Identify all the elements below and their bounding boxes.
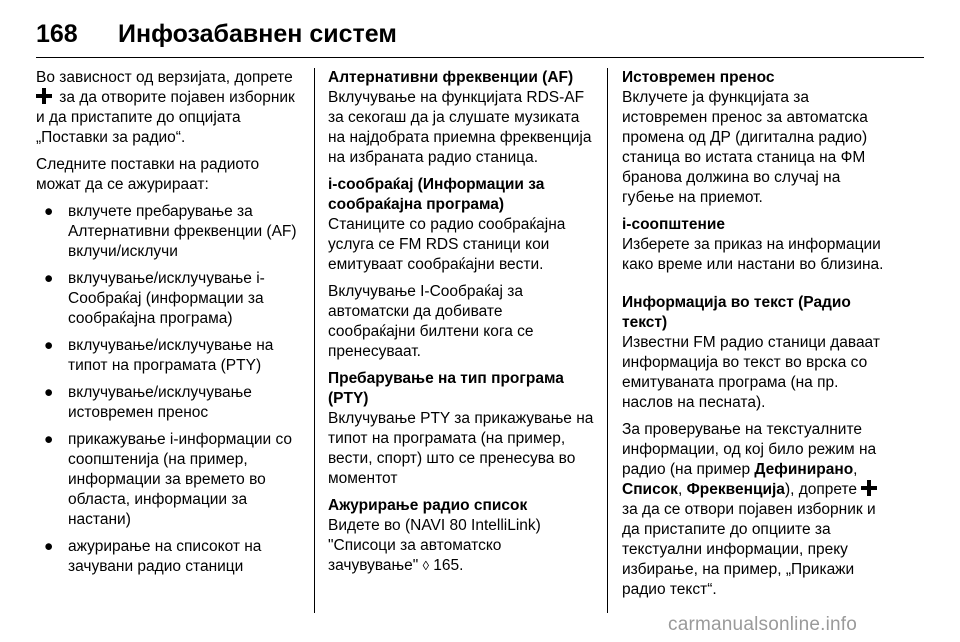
instructions-post: за да се отвори појавен изборник и да пристапите до опциите за текстуални информации, преку избирање, на пример, „Прикажи радио текст“.	[622, 501, 876, 598]
list-item-text: вклучете пребарување за Алтернативни фреквенции (AF) вклучи/исклучи	[68, 203, 297, 260]
keyword-list: Список	[622, 481, 678, 498]
watermark: carmanualsonline.info	[668, 614, 858, 635]
keyword-frequency: Фреквенција	[686, 481, 785, 498]
intro-paragraph	[36, 68, 302, 148]
bullet-icon: ●	[44, 337, 54, 354]
af-body: Вклучување на функцијата RDS-AF за секогаш да ја слушате музиката на најдобрата приемна фреквенција на избраната радио станица.	[328, 89, 592, 166]
column-3	[622, 68, 890, 607]
simulcast-body: Вклучете ја функцијата за истовремен пренос за автоматска промена од ДР (дигитална радио) станица во истата станица на ФМ бранова должина во случај на губење на приемот.	[622, 89, 868, 206]
page-number: 168	[36, 20, 78, 48]
page-title: Инфозабавнен систем	[118, 20, 397, 48]
page-header	[36, 18, 924, 58]
announcement-section	[622, 215, 890, 275]
update-list-heading: Ажурирање радио список	[328, 497, 528, 514]
update-list-section	[328, 496, 594, 576]
separator: ,	[853, 461, 858, 478]
radio-text-body: Известни FM радио станици даваат информација во текст во врска со емитуваната програма (на пр. наслов на песната).	[622, 334, 880, 411]
af-heading: Алтернативни фреквенции (AF)	[328, 69, 574, 86]
traffic-heading: i-сообраќај (Информации за сообраќајна програма)	[328, 176, 545, 213]
list-item	[36, 383, 302, 423]
radio-text-instructions	[622, 420, 890, 600]
pty-section	[328, 369, 594, 489]
simulcast-heading: Истовремен пренос	[622, 69, 775, 86]
column-divider-1	[314, 68, 315, 613]
bullet-icon: ●	[44, 431, 54, 448]
plus-icon	[36, 88, 52, 104]
settings-list	[36, 202, 302, 577]
plus-icon	[861, 480, 877, 496]
bullet-icon: ●	[44, 203, 54, 220]
instructions-pre: За проверување на текстуалните информации, од кој било режим на радио (на пример	[622, 421, 877, 478]
list-item	[36, 202, 302, 262]
intro-text-pre: Во зависност од верзијата, допрете	[36, 69, 293, 86]
simulcast-section	[622, 68, 890, 208]
column-2	[328, 68, 594, 583]
list-item-text: вклучување/исклучување на типот на програмата (PTY)	[68, 337, 274, 374]
announcement-body: Изберете за приказ на информации како време или настани во близина.	[622, 236, 884, 273]
traffic-body-2: Вклучување I-Сообраќај за автоматски да добивате сообраќајни билтени кога се пренесуваат.	[328, 283, 534, 360]
announcement-heading: i-соопштение	[622, 216, 726, 233]
keyword-predefined: Дефинирано	[754, 461, 854, 478]
pty-body: Вклучување PTY за прикажување на типот на програмата (на пример, вести, спорт) што се пренесува во моментот	[328, 410, 594, 487]
list-item	[36, 537, 302, 577]
list-item-text: вклучување/исклучување i-Сообраќај (информации за сообраќајна програма)	[68, 270, 265, 327]
page-reference: 165.	[429, 557, 464, 574]
traffic-body: Станиците со радио сообраќајна услуга се FM RDS станици кои емитуваат сообраќајни вести.	[328, 216, 566, 273]
bullet-icon: ●	[44, 538, 54, 555]
list-item-text: ажурирање на списокот на зачувани радио станици	[68, 538, 262, 575]
pty-heading: Пребарување на тип програма (PTY)	[328, 370, 564, 407]
page-reference-icon: ◊	[422, 558, 429, 573]
column-1	[36, 68, 302, 584]
update-list-body: Видете во (NAVI 80 IntelliLink) "Списоци за автоматско зачувување"	[328, 517, 541, 574]
traffic-section	[328, 175, 594, 275]
header-divider	[36, 57, 924, 58]
separator: ,	[677, 481, 687, 498]
list-item-text: вклучување/исклучување истовремен пренос	[68, 384, 252, 421]
af-section	[328, 68, 594, 168]
column-divider-2	[607, 68, 608, 613]
list-item	[36, 430, 302, 530]
bullet-icon: ●	[44, 384, 54, 401]
list-item	[36, 336, 302, 376]
radio-text-heading: Информација во текст (Радио текст)	[622, 294, 851, 331]
instructions-mid: ), допрете	[784, 481, 862, 498]
bullet-icon: ●	[44, 270, 54, 287]
intro-text-post: за да отворите појавен изборник и да пристапите до опцијата „Поставки за радио“.	[36, 89, 295, 146]
radio-text-section	[622, 293, 890, 413]
lead-paragraph: Следните поставки на радиото можат да се ажурираат:	[36, 156, 260, 193]
list-item	[36, 269, 302, 329]
list-item-text: прикажување i-информации со соопштенија (на пример, информации за времето во областа, информации за настани)	[68, 431, 293, 528]
